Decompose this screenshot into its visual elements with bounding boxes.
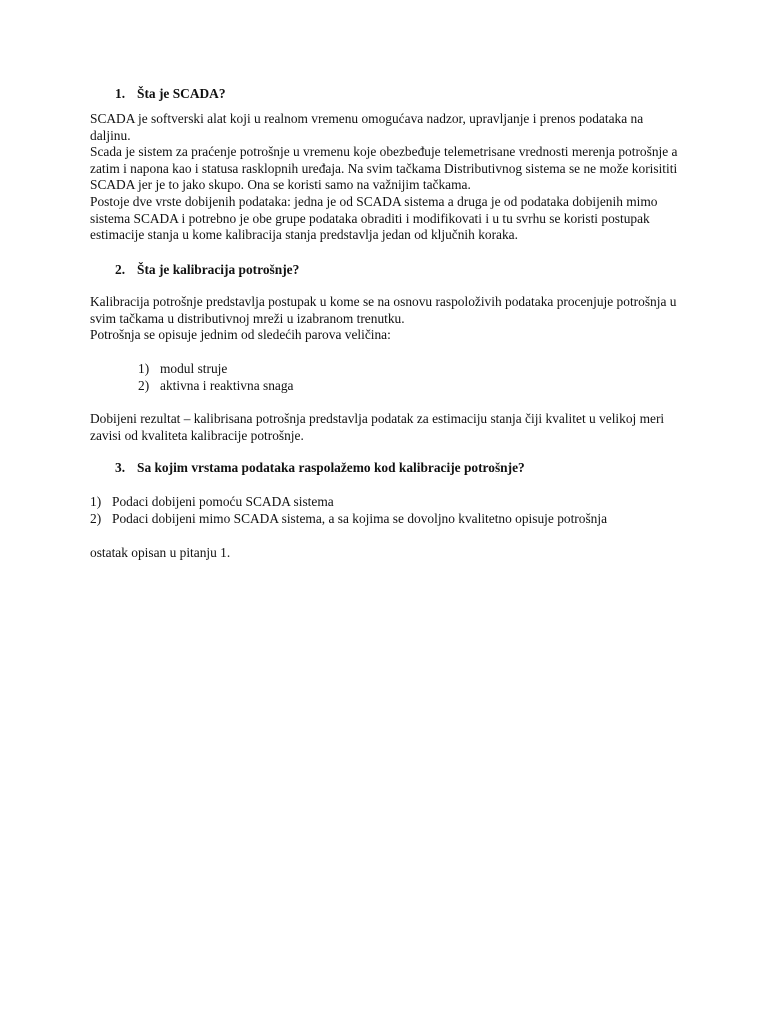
question-1-heading — [115, 86, 226, 103]
question-1-title: Šta je SCADA? — [137, 86, 226, 101]
question-1-number: 1. — [115, 86, 126, 101]
question-3-title: Sa kojim vrstama podataka raspolažemo kod kalibracije potrošnje? — [137, 460, 525, 475]
question-1-paragraph: SCADA je softverski alat koji u realnom vremenu omogućava nadzor, upravljanje i prenos podataka na daljinu. — [90, 111, 644, 143]
question-3-footer — [90, 545, 680, 562]
list-item-text: aktivna i reaktivna snaga — [160, 378, 294, 393]
list-item-number: 1) — [138, 361, 150, 376]
question-2-title: Šta je kalibracija potrošnje? — [137, 262, 300, 277]
list-item — [138, 378, 293, 395]
list-item-number: 2) — [138, 378, 150, 393]
question-2-conclusion — [90, 411, 680, 444]
question-2-number: 2. — [115, 262, 126, 277]
list-item — [90, 511, 607, 528]
list-item-text: modul struje — [160, 361, 228, 376]
question-2-heading — [115, 262, 299, 279]
question-1-paragraph: Postoje dve vrste dobijenih podataka: jedna je od SCADA sistema a druga je od podataka dobijenih mimo sistema SCADA i potrebno je obe grupe podataka obraditi i modifikovati i u tu svrhu se koristi postupak estimacije stanja u kome kalibracija stanja predstavlja jedan od ključnih koraka. — [90, 193, 658, 243]
question-3-heading — [115, 460, 525, 477]
question-3-footer-text: ostatak opisan u pitanju 1. — [90, 545, 231, 560]
list-item-number: 2) — [90, 511, 102, 526]
question-2-paragraph: Potrošnja se opisuje jednim od sledećih parova veličina: — [90, 327, 391, 343]
list-item-number: 1) — [90, 494, 102, 509]
question-2-conclusion-text: Dobijeni rezultat – kalibrisana potrošnja predstavlja podatak za estimaciju stanja čiji kvalitet u velikoj meri zavisi od kvaliteta kalibracije potrošnje. — [90, 411, 665, 443]
list-item-text: Podaci dobijeni mimo SCADA sistema, a sa kojima se dovoljno kvalitetno opisuje potrošnja — [112, 511, 608, 526]
question-1-body — [90, 111, 680, 244]
question-3-number: 3. — [115, 460, 126, 475]
list-item-text: Podaci dobijeni pomoću SCADA sistema — [112, 494, 334, 509]
list-item — [90, 494, 334, 511]
list-item — [138, 361, 227, 378]
question-2-intro — [90, 294, 680, 344]
question-1-paragraph: Scada je sistem za praćenje potrošnje u vremenu koje obezbeđuje telemetrisane vrednosti merenja potrošnje a zatim i napona kao i statusa rasklopnih uređaja. Na svim tačkama Distributivnog sistema se ne može korisititi SCADA jer je to jako skupo. Ona se koristi samo na važnijim tačkama. — [90, 144, 678, 193]
question-2-paragraph: Kalibracija potrošnje predstavlja postupak u kome se na osnovu raspoloživih podataka procenjuje potrošnja u svim tačkama u distributivnoj mreži u izabranom trenutku. — [90, 294, 677, 326]
